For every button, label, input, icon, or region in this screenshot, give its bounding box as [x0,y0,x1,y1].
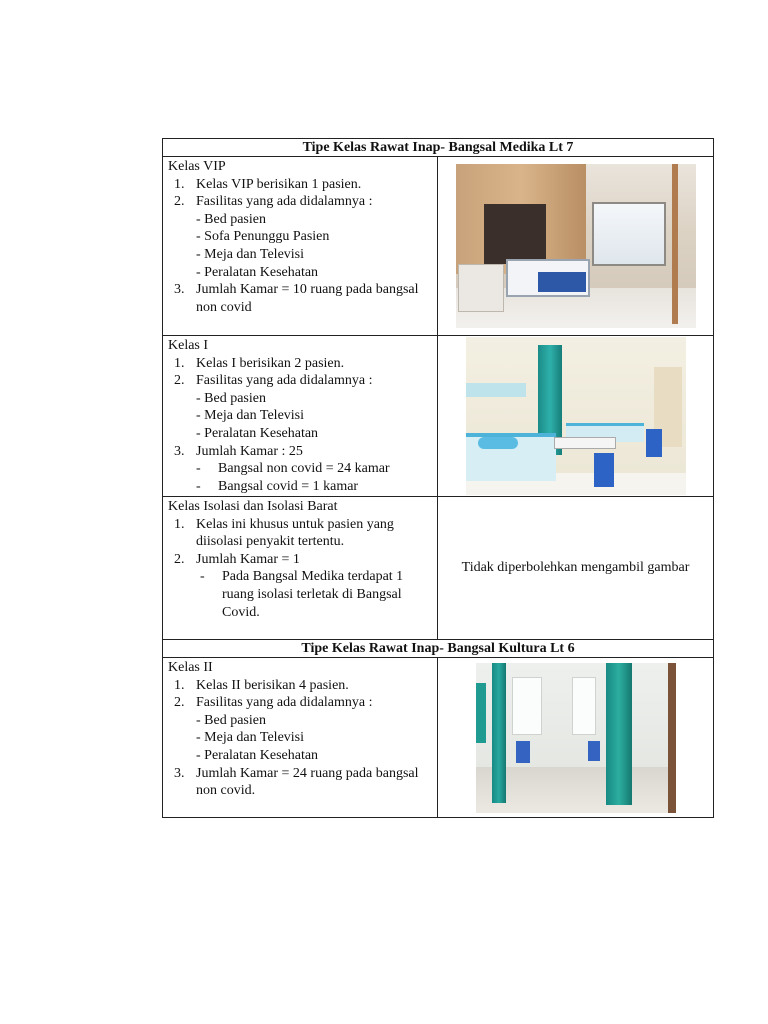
item-number: 2. [174,373,185,389]
item-text-block [196,694,433,764]
facility-item: - Meja dan Televisi [196,408,305,424]
row-photo-cell [438,336,714,497]
item-text: Jumlah Kamar = 1 [196,551,300,567]
row-description [163,497,438,640]
vip-room-photo [456,164,696,328]
item-number: 1. [174,176,185,192]
facility-item: - Bed pasien [196,712,266,728]
class-title: Kelas VIP [168,159,226,174]
item-number: 2. [174,194,185,210]
item-number: 3. [174,765,185,781]
item-text: Fasilitas yang ada didalamnya : [196,373,373,389]
list-item [174,176,433,194]
row-description [163,658,438,818]
class-title: Kelas I [168,338,209,353]
row-photo-cell [438,157,714,336]
item-number: 2. [174,551,185,567]
item-number: 2. [174,695,185,711]
item-text: Jumlah Kamar = 10 ruang pada bangsal non covid [196,282,419,315]
section-header-kultura: Tipe Kelas Rawat Inap- Bangsal Kultura Lt 6 [163,640,714,658]
list-item [174,372,433,442]
table-row [163,658,714,818]
item-list [168,176,433,317]
facility-item: - Bed pasien [196,390,266,406]
table-row [163,497,714,640]
item-list [168,355,433,496]
section-header-row [163,139,714,157]
list-item [174,443,433,496]
list-item [174,355,433,373]
item-text: Fasilitas yang ada didalamnya : [196,194,373,210]
item-text: Jumlah Kamar : 25 [196,443,303,459]
facility-item: - Sofa Penunggu Pasien [196,229,330,245]
no-photo-notice: Tidak diperbolehkan mengambil gambar [438,497,714,640]
item-list [168,516,433,622]
item-text: Kelas II berisikan 4 pasien. [196,677,349,693]
item-number: 1. [174,677,185,693]
item-number: 3. [174,282,185,298]
item-text: Fasilitas yang ada didalamnya : [196,695,373,711]
dash-symbol: - [200,569,205,585]
item-number: 1. [174,516,185,532]
list-item [174,516,433,551]
dash-item [196,460,433,478]
list-item [174,677,433,695]
row-photo-cell [438,658,714,818]
item-number: 3. [174,443,185,459]
item-number: 1. [174,355,185,371]
list-item [174,193,433,281]
facility-item: - Meja dan Televisi [196,730,305,746]
class-title: Kelas II [168,660,213,675]
item-text-block [196,551,433,621]
item-text: Kelas I berisikan 2 pasien. [196,355,345,371]
item-text-block [196,372,433,442]
facility-item: - Peralatan Kesehatan [196,747,319,763]
dash-item [196,568,433,621]
list-item [174,551,433,621]
dash-item [196,478,433,496]
list-item [174,281,433,316]
dash-text: Pada Bangsal Medika terdapat 1 ruang isolasi terletak di Bangsal Covid. [222,569,404,620]
table-row [163,336,714,497]
item-text-block [196,193,433,281]
table-row [163,157,714,336]
section-header-medika: Tipe Kelas Rawat Inap- Bangsal Medika Lt 7 [163,139,714,157]
facility-item: - Bed pasien [196,211,266,227]
row-description [163,336,438,497]
class-title: Kelas Isolasi dan Isolasi Barat [168,499,338,514]
item-text: Jumlah Kamar = 24 ruang pada bangsal non covid. [196,765,419,799]
facility-item: - Peralatan Kesehatan [196,264,319,280]
list-item [174,765,433,800]
item-text: Kelas ini khusus untuk pasien yang diisolasi penyakit tertentu. [196,516,394,550]
dash-text: Bangsal covid = 1 kamar [218,478,359,494]
item-text: Kelas VIP berisikan 1 pasien. [196,176,362,192]
facility-item: - Peralatan Kesehatan [196,425,319,441]
dash-text: Bangsal non covid = 24 kamar [218,461,390,477]
row-description [163,157,438,336]
facility-item: - Meja dan Televisi [196,246,305,262]
item-text-block [196,443,433,496]
room-class-table [162,138,714,818]
list-item [174,694,433,764]
dash-symbol: - [196,461,201,477]
item-list [168,677,433,800]
dash-symbol: - [196,478,201,494]
section-header-row [163,640,714,658]
kelas-i-room-photo [466,337,686,495]
kelas-ii-room-photo [476,663,676,813]
